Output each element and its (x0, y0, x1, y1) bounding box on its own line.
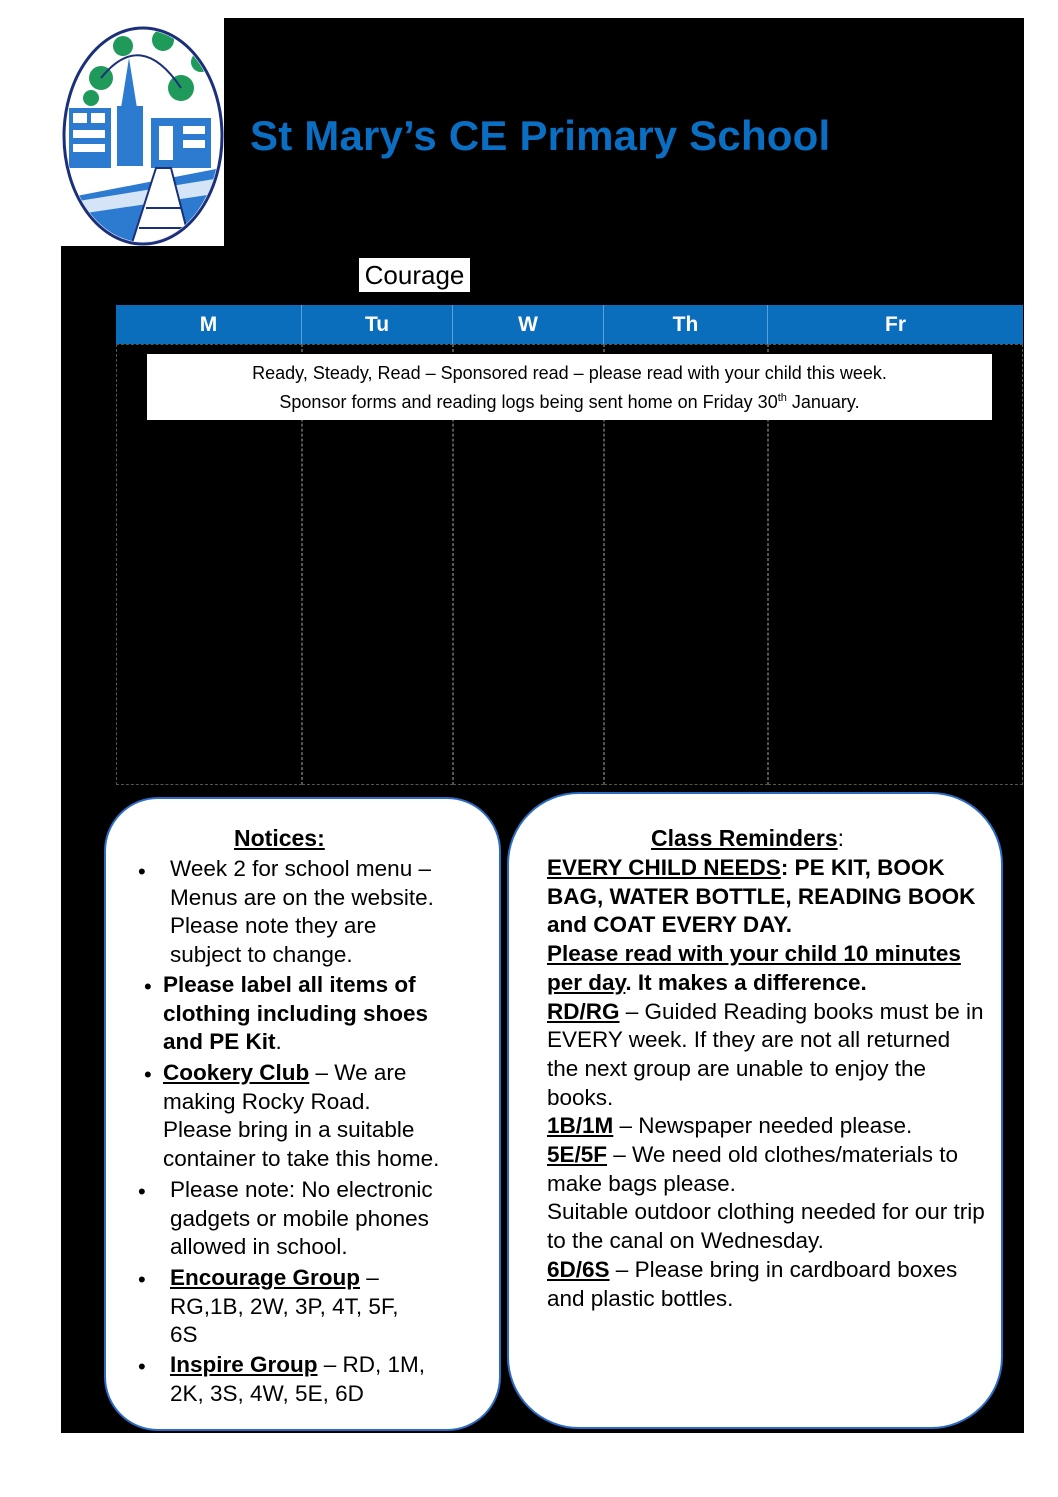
reminders-heading-wrap (651, 825, 844, 852)
cookery-club-line: container to take this home. (163, 1146, 440, 1172)
5e-5f-label: 5E/5F (547, 1142, 608, 1168)
rd-rg-label: RD/RG (547, 998, 620, 1024)
notice-label-clothing (163, 971, 428, 1057)
notice-menu-line: Week 2 for school menu – (170, 856, 431, 881)
reading-text: . It makes a difference. (625, 969, 867, 995)
no-phones-line: allowed in school. (170, 1234, 348, 1260)
reminders-body (547, 854, 987, 1313)
encourage-group-line: 6S (170, 1322, 198, 1348)
notice-no-phones (170, 1176, 433, 1262)
every-child-text: : PE KIT, BOOK BAG, WATER BOTTLE, READING BOOK and COAT EVERY DAY. (547, 855, 976, 938)
5e-5f-text: – We need old clothes/materials to make bags please. (547, 1142, 959, 1196)
reminders-heading: Class Reminders (651, 825, 838, 851)
no-phones-line: Please note: No electronic (170, 1177, 433, 1202)
notice-menu-line: subject to change. (170, 942, 353, 968)
bullet-icon: • (138, 1354, 146, 1379)
notice-clothing-line: Please label all items of (163, 972, 416, 997)
1b-1m-text: – Newspaper needed please. (613, 1113, 913, 1139)
day-header-monday: M (116, 305, 302, 344)
reminder-newspaper (547, 1112, 987, 1141)
day-header-friday: Fr (768, 305, 1023, 344)
reading-label: Please read with your child 10 minutes per day (547, 941, 961, 995)
notices-panel (104, 797, 501, 1431)
bullet-icon: • (138, 859, 146, 884)
cookery-club-title: Cookery Club (163, 1060, 310, 1085)
notice-clothing-line: and PE Kit (163, 1029, 276, 1055)
bullet-icon: • (144, 1062, 152, 1087)
school-logo (61, 18, 224, 246)
notice-menu (170, 855, 434, 970)
encourage-group-text: – (360, 1265, 379, 1290)
reminders-heading-colon: : (837, 825, 845, 851)
school-title: St Mary’s CE Primary School (250, 112, 831, 159)
reminder-old-clothes (547, 1141, 987, 1198)
notice-clothing-end: . (275, 1029, 282, 1055)
banner-date-suffix: th (777, 392, 787, 404)
1b-1m-label: 1B/1M (547, 1113, 614, 1139)
bullet-icon: • (144, 974, 152, 999)
notice-encourage-group (170, 1264, 398, 1350)
inspire-group-text: – RD, 1M, (317, 1352, 426, 1377)
6d-6s-text: – Please bring in cardboard boxes and plastic bottles. (547, 1256, 958, 1311)
inspire-group-title: Inspire Group (170, 1352, 318, 1377)
day-header-thursday: Th (604, 305, 768, 344)
inspire-group-line: 2K, 3S, 4W, 5E, 6D (170, 1380, 364, 1406)
encourage-group-title: Encourage Group (170, 1265, 361, 1290)
notice-inspire-group (170, 1351, 425, 1408)
notice-clothing-line: clothing including shoes (163, 1000, 429, 1026)
banner-line-2-text: Sponsor forms and reading logs being sent home on Friday 30 (279, 392, 778, 412)
cookery-club-line: Please bring in a suitable (163, 1117, 415, 1143)
cookery-club-line: making Rocky Road. (163, 1088, 371, 1114)
banner-line-2 (147, 386, 992, 415)
value-word-label: Courage (359, 258, 470, 292)
notices-heading: Notices: (234, 825, 325, 851)
bullet-icon: • (138, 1267, 146, 1292)
banner-line-1: Ready, Steady, Read – Sponsored read – please read with your child this week. (252, 363, 887, 383)
cookery-club-text: – We are (309, 1060, 407, 1085)
day-header-wednesday: W (453, 305, 604, 344)
encourage-group-line: RG,1B, 2W, 3P, 4T, 5F, (170, 1293, 399, 1319)
sponsored-read-banner (147, 354, 992, 420)
no-phones-line: gadgets or mobile phones (170, 1205, 429, 1231)
reminder-every-child (547, 854, 987, 940)
banner-line-2-end: January. (786, 392, 860, 412)
every-child-label: EVERY CHILD NEEDS (547, 855, 781, 880)
6d-6s-label: 6D/6S (547, 1256, 610, 1282)
reminder-cardboard (547, 1256, 987, 1313)
school-crest-icon (61, 18, 224, 246)
reminder-outdoor-clothing: Suitable outdoor clothing needed for our trip to the canal on Wednesday. (547, 1199, 985, 1254)
reminder-reading (547, 940, 987, 997)
notice-menu-line: Please note they are (170, 913, 377, 939)
notice-menu-line: Menus are on the website. (170, 884, 434, 910)
bullet-icon: • (138, 1179, 146, 1204)
day-header-tuesday: Tu (302, 305, 453, 344)
class-reminders-panel (507, 792, 1003, 1429)
notice-cookery-club (163, 1059, 439, 1174)
rd-rg-text: – Guided Reading books must be in EVERY week. If they are not all returned the next group are unable to enjoy the books. (547, 998, 984, 1110)
reminder-guided-reading (547, 998, 987, 1113)
